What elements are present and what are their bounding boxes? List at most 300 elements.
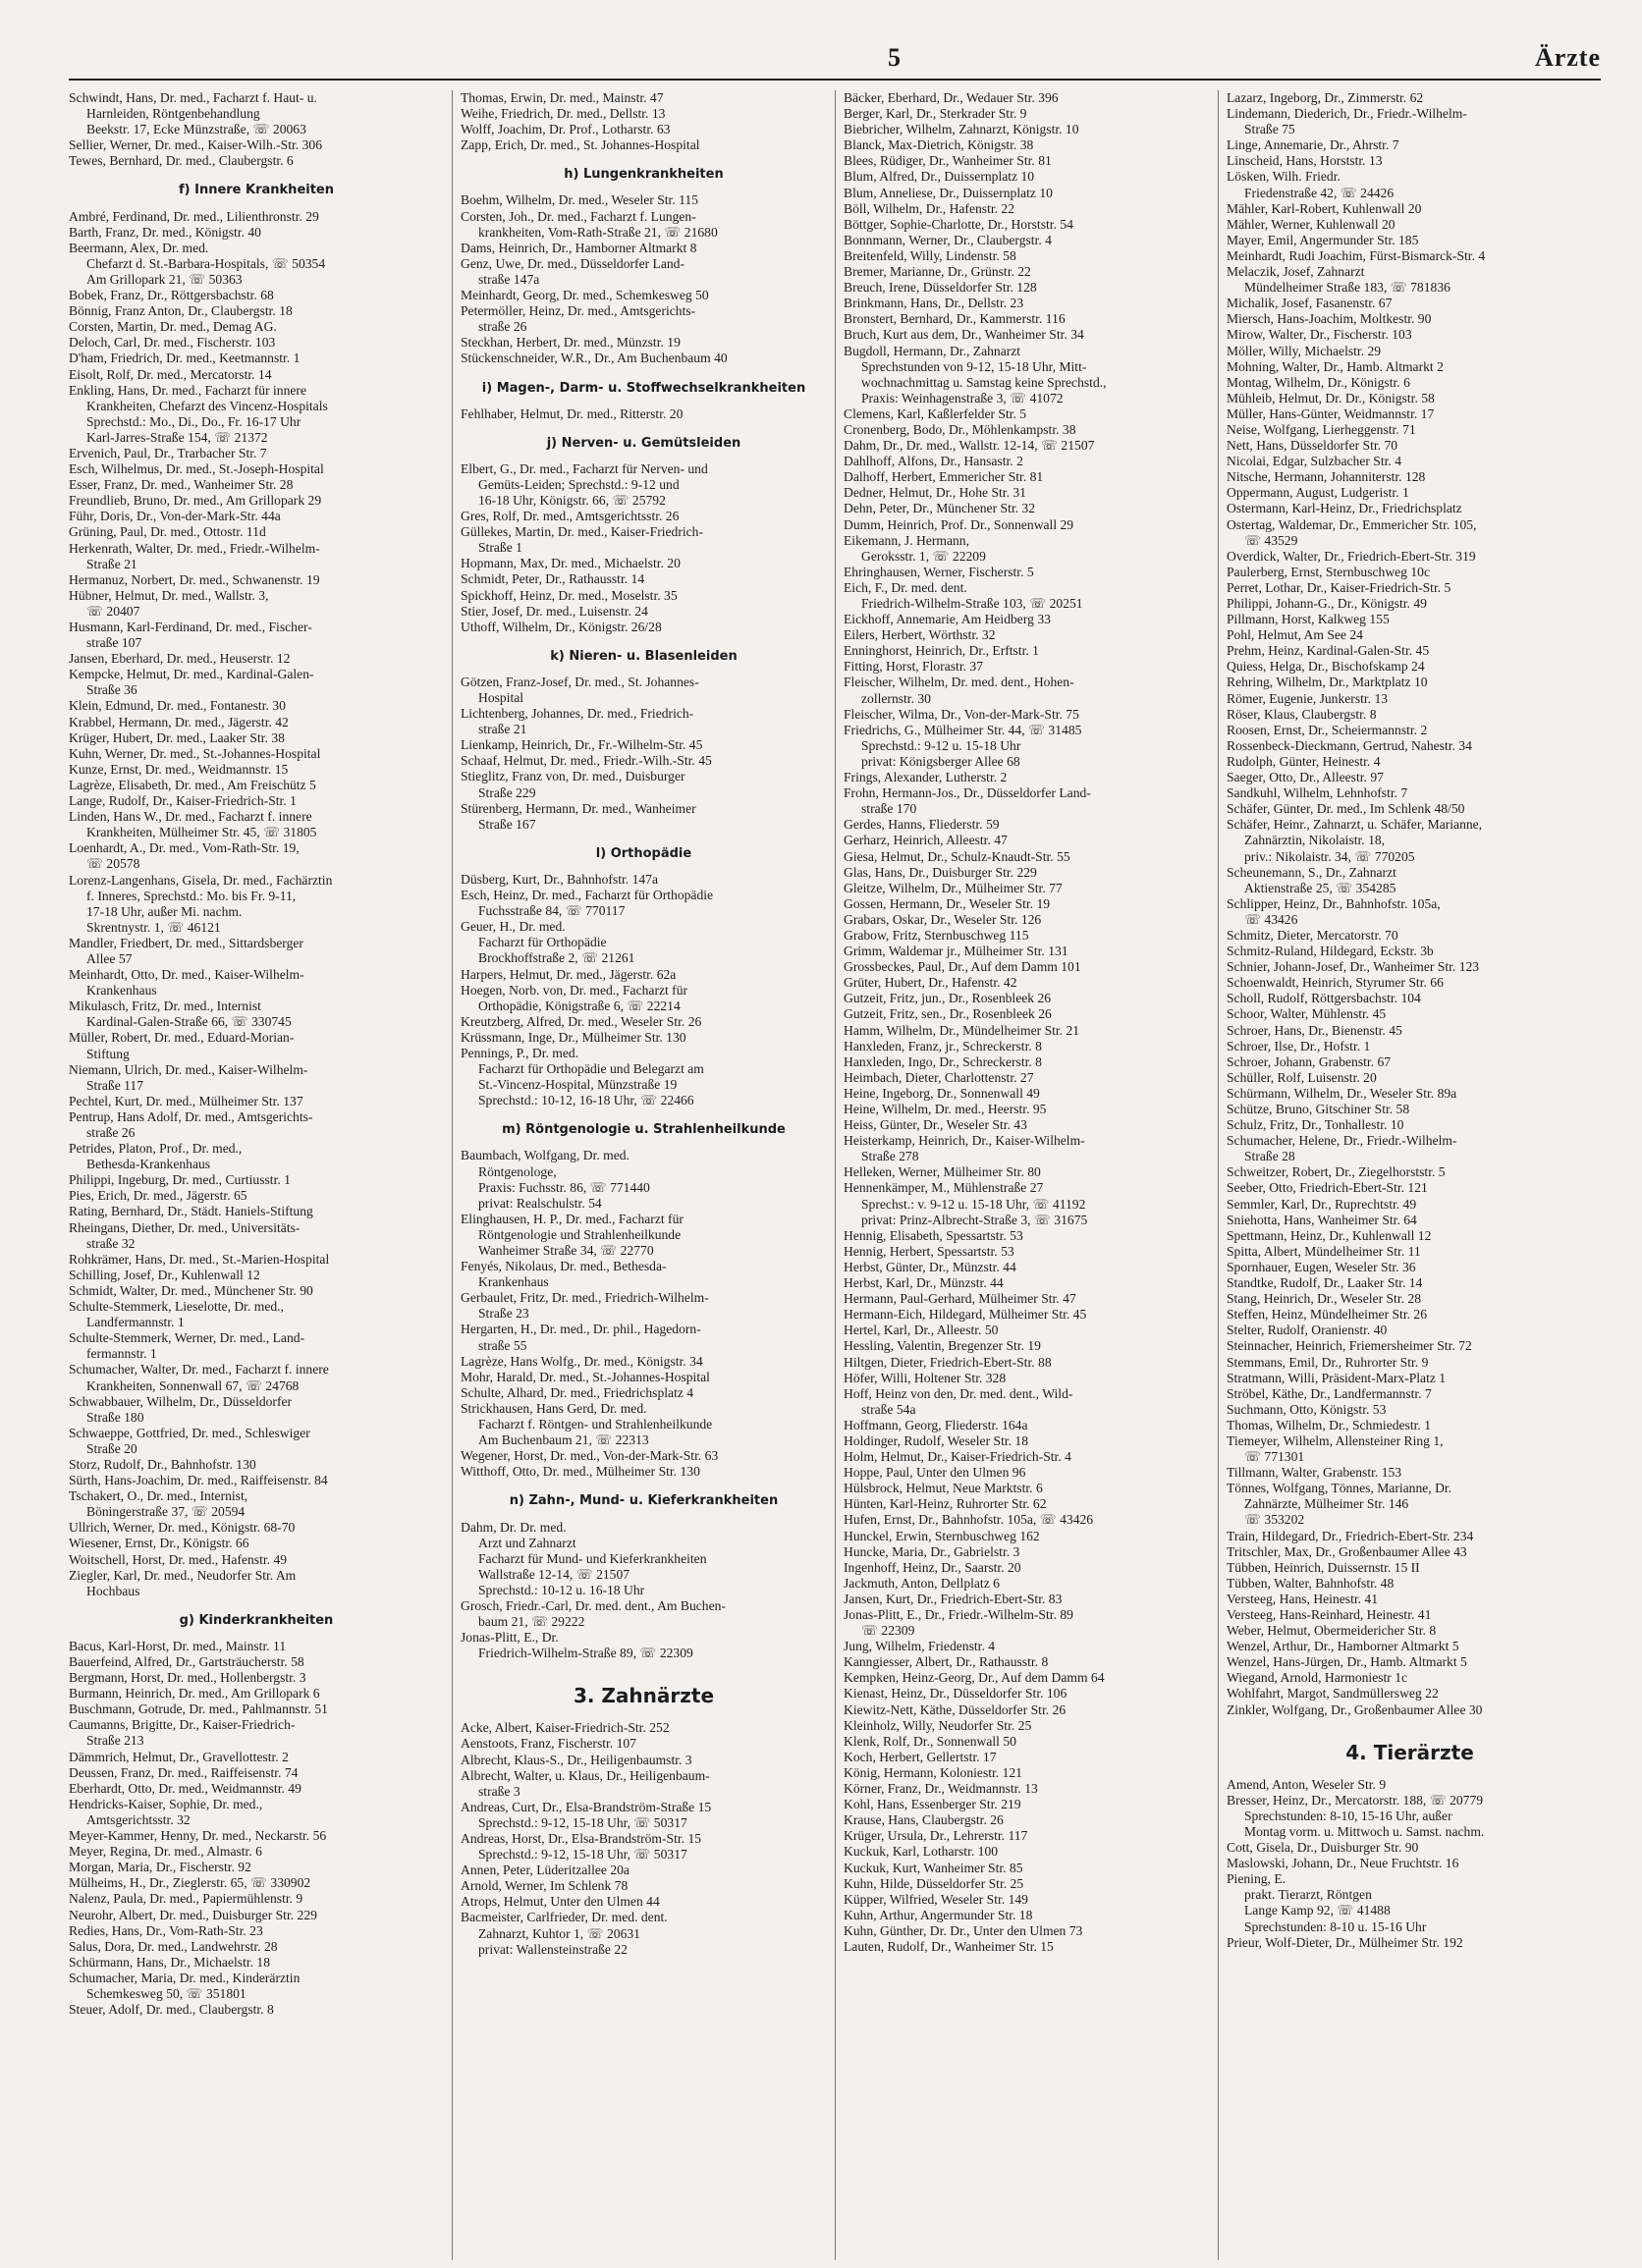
- entry-line: Hennig, Herbert, Spessartstr. 53: [844, 1243, 1014, 1259]
- entry-line: Blum, Anneliese, Dr., Duissernplatz 10: [844, 185, 1053, 200]
- entry-line: Linge, Annemarie, Dr., Ahrstr. 7: [1227, 137, 1399, 153]
- entry-line: Ostertag, Waldemar, Dr., Emmericher Str. 105,: [1227, 516, 1477, 532]
- section-heading: m) Röntgenologie u. Strahlenheilkunde: [502, 1122, 786, 1138]
- entry-continuation: straße 54a: [861, 1401, 916, 1417]
- entry-continuation: Friedenstraße 42, ☏ 24426: [1244, 185, 1395, 200]
- entry-continuation: Straße 1: [478, 540, 522, 556]
- entry-continuation: Sprechstunden: 8-10 u. 15-16 Uhr: [1244, 1918, 1427, 1934]
- entry-continuation: krankheiten, Vom-Rath-Straße 21, ☏ 21680: [478, 224, 718, 240]
- entry-line: Mandler, Friedbert, Dr. med., Sittardsberger: [69, 935, 303, 950]
- entry-line: Tönnes, Wolfgang, Tönnes, Marianne, Dr.: [1227, 1481, 1452, 1496]
- entry-line: Gerharz, Heinrich, Alleestr. 47: [844, 833, 1008, 848]
- entry-line: Hennenkämper, M., Mühlenstraße 27: [844, 1180, 1044, 1196]
- entry-line: Eisolt, Rolf, Dr. med., Mercatorstr. 14: [69, 366, 272, 382]
- entry-continuation: Röntgenologie und Strahlenheilkunde: [478, 1226, 682, 1242]
- entry-line: Güllekes, Martin, Dr. med., Kaiser-Friedrich-: [461, 524, 703, 540]
- entry-line: Schumacher, Maria, Dr. med., Kinderärztin: [69, 1970, 301, 1985]
- entry-line: Lagrèze, Elisabeth, Dr. med., Am Freischütz 5: [69, 777, 316, 792]
- entry-line: Fenyés, Nikolaus, Dr. med., Bethesda-: [461, 1259, 667, 1274]
- entry-line: Huncke, Maria, Dr., Gabrielstr. 3: [844, 1543, 1020, 1559]
- entry-line: Schmidt, Walter, Dr. med., Münchener Str. 90: [69, 1282, 313, 1298]
- entry-continuation: baum 21, ☏ 29222: [478, 1614, 585, 1630]
- entry-line: Enninghorst, Heinrich, Dr., Erftstr. 1: [844, 643, 1039, 659]
- entry-line: Lauten, Rudolf, Dr., Wanheimer Str. 15: [844, 1938, 1054, 1954]
- entry-continuation: Gemüts-Leiden; Sprechstd.: 9-12 und: [478, 476, 680, 492]
- entry-line: Heiss, Günter, Dr., Weseler Str. 43: [844, 1117, 1027, 1133]
- entry-continuation: Straße 117: [86, 1077, 144, 1093]
- entry-continuation: Friedrich-Wilhelm-Straße 103, ☏ 20251: [861, 596, 1083, 611]
- entry-line: Quiess, Helga, Dr., Bischofskamp 24: [1227, 659, 1425, 675]
- entry-line: Hoegen, Norb. von, Dr. med., Facharzt für: [461, 982, 688, 998]
- entry-line: Pohl, Helmut, Am See 24: [1227, 627, 1363, 643]
- entry-line: Schaaf, Helmut, Dr. med., Friedr.-Wilh.-Str. 45: [461, 753, 712, 769]
- entry-line: Dahm, Dr., Dr. med., Wallstr. 12-14, ☏ 21507: [844, 438, 1095, 454]
- entry-continuation: Straße 229: [478, 784, 536, 800]
- entry-line: Hermann-Eich, Hildegard, Mülheimer Str. 45: [844, 1307, 1087, 1323]
- entry-line: Tübben, Walter, Bahnhofstr. 48: [1227, 1575, 1395, 1591]
- entry-line: Freundlieb, Bruno, Dr. med., Am Grillopark 29: [69, 493, 322, 509]
- entry-line: Prehm, Heinz, Kardinal-Galen-Str. 45: [1227, 643, 1430, 659]
- entry-line: Schroer, Ilse, Dr., Hofstr. 1: [1227, 1038, 1371, 1053]
- entry-continuation: Krankheiten, Mülheimer Str. 45, ☏ 31805: [86, 825, 317, 840]
- entry-continuation: ☏ 353202: [1244, 1512, 1305, 1528]
- section-heading: l) Orthopädie: [595, 845, 692, 861]
- entry-continuation: prakt. Tierarzt, Röntgen: [1244, 1887, 1372, 1903]
- entry-line: Mikulasch, Fritz, Dr. med., Internist: [69, 999, 261, 1014]
- entry-line: Schulte-Stemmerk, Lieselotte, Dr. med.,: [69, 1299, 284, 1315]
- entry-continuation: Facharzt für Mund- und Kieferkrankheiten: [478, 1550, 707, 1566]
- entry-continuation: ☏ 43529: [1244, 532, 1298, 548]
- entry-line: Tillmann, Walter, Grabenstr. 153: [1227, 1465, 1402, 1481]
- entry-line: Jansen, Kurt, Dr., Friedrich-Ebert-Str. 83: [844, 1591, 1063, 1606]
- entry-line: Fleischer, Wilhelm, Dr. med. dent., Hohen-: [844, 675, 1074, 690]
- entry-continuation: Sprechstd.: 10-12, 16-18 Uhr, ☏ 22466: [478, 1093, 694, 1108]
- entry-continuation: Schemkesweg 50, ☏ 351801: [86, 1985, 246, 2001]
- entry-line: Schroer, Hans, Dr., Bienenstr. 45: [1227, 1022, 1402, 1038]
- entry-line: D'ham, Friedrich, Dr. med., Keetmannstr. 1: [69, 351, 301, 366]
- entry-line: Dalhoff, Herbert, Emmericher Str. 81: [844, 469, 1044, 485]
- entry-continuation: Zahnarzt, Kuhtor 1, ☏ 20631: [478, 1925, 640, 1941]
- entry-line: Götzen, Franz-Josef, Dr. med., St. Johannes-: [461, 674, 699, 689]
- entry-line: Elbert, G., Dr. med., Facharzt für Nerven- und: [461, 460, 708, 476]
- entry-line: Seeber, Otto, Friedrich-Ebert-Str. 121: [1227, 1180, 1428, 1196]
- entry-line: Krüssmann, Inge, Dr., Mülheimer Str. 130: [461, 1029, 686, 1045]
- entry-line: Dämmrich, Helmut, Dr., Gravellottestr. 2: [69, 1749, 289, 1764]
- entry-line: Müller, Robert, Dr. med., Eduard-Morian-: [69, 1030, 295, 1046]
- entry-continuation: f. Inneres, Sprechstd.: Mo. bis Fr. 9-11,: [86, 888, 297, 903]
- entry-line: Boehm, Wilhelm, Dr. med., Weseler Str. 115: [461, 192, 699, 208]
- entry-continuation: Straße 23: [478, 1306, 529, 1322]
- entry-line: Cott, Gisela, Dr., Duisburger Str. 90: [1227, 1840, 1419, 1856]
- entry-line: Weber, Helmut, Obermeidericher Str. 8: [1227, 1623, 1437, 1639]
- entry-continuation: Montag vorm. u. Mittwoch u. Samst. nachm.: [1244, 1823, 1485, 1839]
- entry-line: Weihe, Friedrich, Dr. med., Dellstr. 13: [461, 106, 666, 122]
- entry-line: Mayer, Emil, Angermunder Str. 185: [1227, 232, 1419, 247]
- entry-continuation: Praxis: Weinhagenstraße 3, ☏ 41072: [861, 390, 1064, 405]
- entry-line: Neurohr, Albert, Dr. med., Duisburger Str. 229: [69, 1907, 317, 1922]
- entry-line: Train, Hildegard, Dr., Friedrich-Ebert-Str. 234: [1227, 1528, 1474, 1543]
- entry-line: Mülheims, H., Dr., Zieglerstr. 65, ☏ 330902: [69, 1875, 311, 1891]
- entry-line: Jonas-Plitt, E., Dr.: [461, 1630, 559, 1646]
- entry-line: Müller, Hans-Günter, Weidmannstr. 17: [1227, 405, 1435, 421]
- entry-line: Strickhausen, Hans Gerd, Dr. med.: [461, 1400, 647, 1416]
- entry-line: Krüger, Hubert, Dr. med., Laaker Str. 38: [69, 729, 285, 745]
- entry-continuation: Hospital: [478, 690, 524, 705]
- entry-line: Breitenfeld, Willy, Lindenstr. 58: [844, 247, 1016, 263]
- entry-line: Wegener, Horst, Dr. med., Von-der-Mark-Str. 63: [461, 1448, 719, 1464]
- entry-line: Aenstoots, Franz, Fischerstr. 107: [461, 1736, 636, 1752]
- entry-continuation: priv.: Nikolaistr. 34, ☏ 770205: [1244, 848, 1415, 864]
- entry-line: Stückenschneider, W.R., Dr., Am Buchenbaum 40: [461, 351, 728, 366]
- entry-line: Schulte, Alhard, Dr. med., Friedrichsplatz 4: [461, 1384, 694, 1400]
- entry-line: Meyer-Kammer, Henny, Dr. med., Neckarstr. 56: [69, 1828, 327, 1844]
- page-number: 5: [888, 43, 901, 72]
- entry-line: Herbst, Karl, Dr., Münzstr. 44: [844, 1275, 1004, 1291]
- entry-continuation: Orthopädie, Königstraße 6, ☏ 22214: [478, 998, 681, 1013]
- entry-continuation: Straße 21: [86, 556, 137, 571]
- entry-line: Stürenberg, Hermann, Dr. med., Wanheimer: [461, 800, 696, 816]
- entry-line: Wiegand, Arnold, Harmoniestr 1c: [1227, 1670, 1408, 1686]
- entry-continuation: Krankheiten, Chefarzt des Vincenz-Hospitals: [86, 398, 328, 413]
- entry-line: Roosen, Ernst, Dr., Scheiermannstr. 2: [1227, 722, 1428, 737]
- entry-line: Ehringhausen, Werner, Fischerstr. 5: [844, 564, 1034, 579]
- entry-line: Lange, Rudolf, Dr., Kaiser-Friedrich-Str. 1: [69, 793, 297, 809]
- entry-line: Steffen, Heinz, Mündelheimer Str. 26: [1227, 1307, 1427, 1323]
- entry-continuation: Karl-Jarres-Straße 154, ☏ 21372: [86, 429, 268, 445]
- entry-line: Enkling, Hans, Dr. med., Facharzt für innere: [69, 382, 306, 398]
- entry-line: Mirow, Walter, Dr., Fischerstr. 103: [1227, 327, 1412, 343]
- entry-line: Dahm, Dr. Dr. med.: [461, 1519, 567, 1535]
- entry-line: Corsten, Joh., Dr. med., Facharzt f. Lungen-: [461, 208, 696, 224]
- entry-line: Hufen, Ernst, Dr., Bahnhofstr. 105a, ☏ 43426: [844, 1512, 1094, 1528]
- entry-line: Witthoff, Otto, Dr. med., Mülheimer Str. 130: [461, 1464, 700, 1480]
- entry-line: Schwindt, Hans, Dr. med., Facharzt f. Haut- u.: [69, 90, 317, 105]
- entry-line: Schwabbauer, Wilhelm, Dr., Düsseldorfer: [69, 1393, 293, 1409]
- entry-line: Spickhoff, Heinz, Dr. med., Moselstr. 35: [461, 587, 678, 603]
- entry-line: Philippi, Johann-G., Dr., Königstr. 49: [1227, 596, 1427, 611]
- entry-line: Klein, Edmund, Dr. med., Fontanestr. 30: [69, 698, 286, 714]
- entry-line: Kanngiesser, Albert, Dr., Rathausstr. 8: [844, 1654, 1049, 1670]
- entry-line: Heine, Wilhelm, Dr. med., Heerstr. 95: [844, 1102, 1047, 1116]
- entry-line: Grossbeckes, Paul, Dr., Auf dem Damm 101: [844, 959, 1081, 975]
- entry-line: Wohlfahrt, Margot, Sandmüllersweg 22: [1227, 1686, 1439, 1701]
- entry-line: Montag, Wilhelm, Dr., Königstr. 6: [1227, 374, 1410, 390]
- entry-line: Lienkamp, Heinrich, Dr., Fr.-Wilhelm-Str. 45: [461, 737, 703, 753]
- entry-line: Bacus, Karl-Horst, Dr. med., Mainstr. 11: [69, 1638, 287, 1653]
- entry-line: Genz, Uwe, Dr. med., Düsseldorfer Land-: [461, 255, 685, 271]
- entry-continuation: Bethesda-Krankenhaus: [86, 1157, 211, 1172]
- entry-line: Blees, Rüdiger, Dr., Wanheimer Str. 81: [844, 153, 1052, 169]
- entry-line: Jansen, Eberhard, Dr. med., Heuserstr. 12: [69, 651, 291, 667]
- entry-continuation: straße 55: [478, 1337, 527, 1353]
- entry-line: Stier, Josef, Dr. med., Luisenstr. 24: [461, 603, 648, 619]
- entry-line: Fehlhaber, Helmut, Dr. med., Ritterstr. 20: [461, 405, 684, 421]
- entry-line: Krause, Hans, Claubergstr. 26: [844, 1812, 1004, 1828]
- entry-continuation: straße 107: [86, 635, 142, 651]
- entry-line: Schilling, Josef, Dr., Kuhlenwall 12: [69, 1267, 260, 1282]
- entry-line: Hiltgen, Dieter, Friedrich-Ebert-Str. 88: [844, 1354, 1052, 1370]
- entry-line: Glas, Hans, Dr., Duisburger Str. 229: [844, 864, 1037, 880]
- entry-line: Ströbel, Käthe, Dr., Landfermannstr. 7: [1227, 1385, 1432, 1401]
- entry-continuation: Straße 36: [86, 682, 137, 698]
- entry-line: Lichtenberg, Johannes, Dr. med., Friedrich-: [461, 706, 694, 722]
- section-heading: h) Lungenkrankheiten: [564, 167, 724, 183]
- entry-line: Bruch, Kurt aus dem, Dr., Wanheimer Str. 34: [844, 327, 1084, 343]
- entry-line: Friedrichs, G., Mülheimer Str. 44, ☏ 31485: [844, 722, 1082, 737]
- entry-line: Deloch, Carl, Dr. med., Fischerstr. 103: [69, 335, 276, 351]
- entry-line: Storz, Rudolf, Dr., Bahnhofstr. 130: [69, 1456, 256, 1472]
- entry-continuation: Allee 57: [86, 950, 133, 966]
- entry-line: Rheingans, Diether, Dr. med., Universitäts-: [69, 1219, 301, 1235]
- entry-line: Tübben, Heinrich, Duissernstr. 15 II: [1227, 1559, 1420, 1575]
- entry-line: Grabow, Fritz, Sternbuschweg 115: [844, 927, 1029, 943]
- entry-line: Tewes, Bernhard, Dr. med., Claubergstr. 6: [69, 153, 294, 169]
- entry-line: Mähler, Werner, Kuhlenwall 20: [1227, 216, 1396, 232]
- entry-line: Schoenwaldt, Heinrich, Styrumer Str. 66: [1227, 975, 1444, 991]
- entry-line: Hanxleden, Ingo, Dr., Schreckerstr. 8: [844, 1053, 1042, 1069]
- page-header: [69, 39, 1601, 81]
- chapter-heading: 3. Zahnärzte: [573, 1684, 715, 1708]
- entry-line: Eberhardt, Otto, Dr. med., Weidmannstr. 49: [69, 1780, 301, 1796]
- entry-continuation: straße 147a: [478, 271, 540, 287]
- entry-line: Philippi, Ingeburg, Dr. med., Curtiusstr. 1: [69, 1172, 291, 1188]
- entry-continuation: Brockhoffstraße 2, ☏ 21261: [478, 950, 635, 966]
- entry-line: Schumacher, Helene, Dr., Friedr.-Wilhelm-: [1227, 1133, 1457, 1149]
- entry-line: Michalik, Josef, Fasanenstr. 67: [1227, 296, 1393, 311]
- entry-line: Küpper, Wilfried, Weseler Str. 149: [844, 1891, 1028, 1907]
- entry-line: Hoppe, Paul, Unter den Ulmen 96: [844, 1465, 1026, 1481]
- column-2: [452, 90, 835, 2260]
- entry-line: Hübner, Helmut, Dr. med., Wallstr. 3,: [69, 587, 269, 603]
- entry-continuation: Am Buchenbaum 21, ☏ 22313: [478, 1432, 649, 1448]
- entry-line: Ziegler, Karl, Dr. med., Neudorfer Str. Am: [69, 1567, 297, 1583]
- entry-line: Kienast, Heinz, Dr., Düsseldorfer Str. 106: [844, 1686, 1067, 1701]
- chapter-heading: 4. Tierärzte: [1345, 1740, 1474, 1764]
- entry-line: Petermöller, Heinz, Dr. med., Amtsgerichts-: [461, 303, 696, 319]
- entry-continuation: Krankenhaus: [86, 983, 157, 999]
- entry-continuation: Kardinal-Galen-Straße 66, ☏ 330745: [86, 1014, 292, 1030]
- entry-line: Esser, Franz, Dr. med., Wanheimer Str. 28: [69, 477, 294, 493]
- entry-line: Nicolai, Edgar, Sulzbacher Str. 4: [1227, 454, 1402, 469]
- entry-continuation: Lange Kamp 92, ☏ 41488: [1244, 1903, 1391, 1918]
- section-heading: j) Nerven- u. Gemütsleiden: [546, 435, 741, 451]
- entry-continuation: Praxis: Fuchsstr. 86, ☏ 771440: [478, 1179, 650, 1195]
- section-heading: f) Innere Krankheiten: [178, 183, 334, 198]
- entry-line: Ervenich, Paul, Dr., Trarbacher Str. 7: [69, 445, 267, 460]
- entry-line: Grabars, Oskar, Dr., Weseler Str. 126: [844, 911, 1042, 927]
- entry-line: Salus, Dora, Dr. med., Landwehrstr. 28: [69, 1938, 278, 1954]
- entry-continuation: privat: Königsberger Allee 68: [861, 753, 1020, 769]
- entry-line: Harpers, Helmut, Dr. med., Jägerstr. 62a: [461, 966, 677, 982]
- entry-line: Römer, Eugenie, Junkerstr. 13: [1227, 690, 1389, 706]
- entry-line: Gutzeit, Fritz, sen., Dr., Rosenbleek 26: [844, 1006, 1052, 1022]
- entry-line: Schlipper, Heinz, Dr., Bahnhofstr. 105a,: [1227, 895, 1441, 911]
- entry-line: Blanck, Max-Dietrich, Königstr. 38: [844, 137, 1034, 153]
- entry-continuation: Beekstr. 17, Ecke Münzstraße, ☏ 20063: [86, 122, 306, 137]
- entry-line: Grosch, Friedr.-Carl, Dr. med. dent., Am Buchen-: [461, 1597, 726, 1613]
- entry-line: Mohning, Walter, Dr., Hamb. Altmarkt 2: [1227, 358, 1444, 374]
- entry-line: Biebricher, Wilhelm, Zahnarzt, Königstr. 10: [844, 122, 1079, 137]
- entry-line: Spitta, Albert, Mündelheimer Str. 11: [1227, 1243, 1421, 1259]
- entry-line: Grimm, Waldemar jr., Mülheimer Str. 131: [844, 944, 1068, 959]
- entry-continuation: Sprechstd.: 9-12, 15-18 Uhr, ☏ 50317: [478, 1847, 687, 1863]
- entry-continuation: zollernstr. 30: [861, 690, 931, 706]
- entry-line: Redies, Hans, Dr., Vom-Rath-Str. 23: [69, 1922, 263, 1938]
- directory-columns: [69, 90, 1601, 2260]
- entry-line: Hertel, Karl, Dr., Alleestr. 50: [844, 1323, 999, 1338]
- entry-line: Kunze, Ernst, Dr. med., Weidmannstr. 15: [69, 761, 289, 777]
- entry-line: Klenk, Rolf, Dr., Sonnenwall 50: [844, 1733, 1016, 1749]
- column-2-lines: [461, 90, 827, 1958]
- entry-line: Dedner, Helmut, Dr., Hohe Str. 31: [844, 485, 1026, 501]
- entry-line: Breuch, Irene, Düsseldorfer Str. 128: [844, 280, 1037, 296]
- entry-line: Scholl, Rudolf, Röttgersbachstr. 104: [1227, 991, 1421, 1006]
- entry-line: Schumacher, Walter, Dr. med., Facharzt f. innere: [69, 1362, 329, 1377]
- entry-continuation: straße 32: [86, 1235, 136, 1251]
- entry-line: Hamm, Wilhelm, Dr., Mündelheimer Str. 21: [844, 1022, 1080, 1038]
- entry-line: Holdinger, Rudolf, Weseler Str. 18: [844, 1432, 1029, 1448]
- entry-line: Sellier, Werner, Dr. med., Kaiser-Wilh.-Str. 306: [69, 137, 322, 153]
- entry-line: Böttger, Sophie-Charlotte, Dr., Horststr. 54: [844, 216, 1073, 232]
- entry-line: Krabbel, Hermann, Dr. med., Jägerstr. 42: [69, 714, 289, 729]
- section-title: Ärzte: [1534, 43, 1601, 72]
- entry-line: Röser, Klaus, Claubergstr. 8: [1227, 706, 1377, 722]
- entry-line: Bobek, Franz, Dr., Röttgersbachstr. 68: [69, 288, 274, 303]
- entry-line: Hülsbrock, Helmut, Neue Marktstr. 6: [844, 1481, 1043, 1496]
- entry-line: Steinnacher, Heinrich, Friemersheimer Str. 72: [1227, 1338, 1472, 1354]
- entry-line: Lindemann, Diederich, Dr., Friedr.-Wilhelm-: [1227, 106, 1467, 122]
- entry-continuation: fermannstr. 1: [86, 1346, 157, 1362]
- entry-line: Ullrich, Werner, Dr. med., Königstr. 68-70: [69, 1520, 296, 1536]
- entry-line: Buschmann, Gotrude, Dr. med., Pahlmannstr. 51: [69, 1701, 328, 1717]
- entry-line: Eickhoff, Annemarie, Am Heidberg 33: [844, 612, 1051, 627]
- entry-line: Schürmann, Wilhelm, Dr., Weseler Str. 89a: [1227, 1085, 1457, 1101]
- entry-continuation: Hochbaus: [86, 1583, 140, 1598]
- entry-line: Linscheid, Hans, Horststr. 13: [1227, 153, 1383, 169]
- entry-line: Wenzel, Arthur, Dr., Hamborner Altmarkt 5: [1227, 1639, 1459, 1654]
- entry-continuation: Straße 20: [86, 1440, 137, 1456]
- entry-continuation: Sprechstd.: Mo., Di., Do., Fr. 16-17 Uhr: [86, 413, 301, 429]
- entry-line: Kreutzberg, Alfred, Dr. med., Weseler Str. 26: [461, 1013, 702, 1029]
- entry-line: Hergarten, H., Dr. med., Dr. phil., Hagedorn-: [461, 1322, 701, 1337]
- entry-continuation: Krankenhaus: [478, 1274, 549, 1290]
- entry-line: Eilers, Herbert, Wörthstr. 32: [844, 627, 996, 643]
- entry-line: Woitschell, Horst, Dr. med., Hafenstr. 49: [69, 1551, 288, 1567]
- entry-line: Jonas-Plitt, E., Dr., Friedr.-Wilhelm-Str. 89: [844, 1607, 1073, 1622]
- entry-line: Schweitzer, Robert, Dr., Ziegelhorststr. 5: [1227, 1164, 1446, 1180]
- section-heading: g) Kinderkrankheiten: [179, 1612, 334, 1628]
- entry-line: Suchmann, Otto, Königstr. 53: [1227, 1401, 1387, 1417]
- entry-line: Bäcker, Eberhard, Dr., Wedauer Str. 396: [844, 90, 1059, 105]
- entry-line: Heine, Ingeborg, Dr., Sonnenwall 49: [844, 1085, 1040, 1101]
- entry-line: Meinhardt, Otto, Dr. med., Kaiser-Wilhelm-: [69, 967, 304, 983]
- entry-line: Kohl, Hans, Essenberger Str. 219: [844, 1797, 1021, 1812]
- entry-line: Rehring, Wilhelm, Dr., Marktplatz 10: [1227, 675, 1428, 690]
- entry-line: Heimbach, Dieter, Charlottenstr. 27: [844, 1069, 1034, 1085]
- entry-line: Bronstert, Bernhard, Dr., Kammerstr. 116: [844, 311, 1066, 327]
- entry-continuation: 17-18 Uhr, außer Mi. nachm.: [86, 903, 243, 919]
- entry-continuation: Harnleiden, Röntgenbehandlung: [86, 106, 260, 122]
- entry-line: Eich, F., Dr. med. dent.: [844, 579, 967, 595]
- entry-line: Steuer, Adolf, Dr. med., Claubergstr. 8: [69, 2002, 274, 2018]
- entry-line: Dahlhoff, Alfons, Dr., Hansastr. 2: [844, 454, 1023, 469]
- entry-line: Caumanns, Brigitte, Dr., Kaiser-Friedrich-: [69, 1717, 296, 1733]
- entry-continuation: Straße 180: [86, 1409, 144, 1425]
- entry-line: Herbst, Günter, Dr., Münzstr. 44: [844, 1259, 1016, 1274]
- entry-continuation: Arzt und Zahnarzt: [478, 1535, 576, 1550]
- entry-line: Meyer, Regina, Dr. med., Almastr. 6: [69, 1844, 262, 1860]
- entry-continuation: Wanheimer Straße 34, ☏ 22770: [478, 1243, 654, 1258]
- entry-continuation: straße 3: [478, 1783, 520, 1799]
- entry-line: Amend, Anton, Weseler Str. 9: [1227, 1776, 1387, 1792]
- entry-line: Tschakert, O., Dr. med., Internist,: [69, 1488, 248, 1504]
- column-4: [1218, 90, 1601, 2260]
- entry-line: Petrides, Platon, Prof., Dr. med.,: [69, 1141, 243, 1157]
- entry-continuation: Straße 167: [478, 816, 536, 832]
- entry-continuation: St.-Vincenz-Hospital, Münzstraße 19: [478, 1077, 678, 1093]
- entry-continuation: Straße 75: [1244, 122, 1295, 137]
- column-3: [835, 90, 1218, 2260]
- entry-continuation: ☏ 22309: [861, 1623, 915, 1639]
- entry-line: Neise, Wolfgang, Lierheggenstr. 71: [1227, 421, 1416, 437]
- entry-line: Führ, Doris, Dr., Von-der-Mark-Str. 44a: [69, 509, 281, 524]
- section-heading: k) Nieren- u. Blasenleiden: [550, 648, 738, 664]
- entry-line: Schäfer, Heinr., Zahnarzt, u. Schäfer, Marianne,: [1227, 817, 1483, 833]
- entry-line: Fitting, Horst, Florastr. 37: [844, 659, 983, 675]
- entry-line: Pechtel, Kurt, Dr. med., Mülheimer Str. 137: [69, 1093, 303, 1108]
- entry-line: Gerbaulet, Fritz, Dr. med., Friedrich-Wilhelm-: [461, 1290, 709, 1306]
- entry-line: Körner, Franz, Dr., Weidmannstr. 13: [844, 1781, 1038, 1797]
- entry-continuation: privat: Wallensteinstraße 22: [478, 1941, 628, 1957]
- entry-line: Jung, Wilhelm, Friedenstr. 4: [844, 1639, 996, 1654]
- entry-continuation: Wallstraße 12-14, ☏ 21507: [478, 1566, 630, 1582]
- entry-continuation: Zahnärztin, Nikolaistr. 18,: [1244, 833, 1386, 848]
- entry-line: Herkenrath, Walter, Dr. med., Friedr.-Wilhelm-: [69, 540, 320, 556]
- entry-line: Kuckuk, Kurt, Wanheimer Str. 85: [844, 1860, 1023, 1875]
- entry-line: Maslowski, Johann, Dr., Neue Fruchtstr. 16: [1227, 1856, 1459, 1871]
- entry-line: Scheunemann, S., Dr., Zahnarzt: [1227, 864, 1396, 880]
- entry-line: Pillmann, Horst, Kalkweg 155: [1227, 612, 1390, 627]
- entry-line: Perret, Lothar, Dr., Kaiser-Friedrich-Str. 5: [1227, 579, 1451, 595]
- entry-continuation: straße 26: [86, 1125, 136, 1140]
- entry-line: Esch, Wilhelmus, Dr. med., St.-Joseph-Hospital: [69, 461, 324, 477]
- entry-line: Atrops, Helmut, Unter den Ulmen 44: [461, 1894, 660, 1910]
- entry-line: Burmann, Heinrich, Dr. med., Am Grillopark 6: [69, 1686, 320, 1701]
- entry-line: Kempken, Heinz-Georg, Dr., Auf dem Damm 64: [844, 1670, 1105, 1686]
- entry-continuation: Amtsgerichtsstr. 32: [86, 1811, 191, 1827]
- entry-line: Brinkmann, Hans, Dr., Dellstr. 23: [844, 296, 1024, 311]
- entry-line: Ostermann, Karl-Heinz, Dr., Friedrichsplatz: [1227, 501, 1462, 516]
- entry-line: Wiesener, Ernst, Dr., Königstr. 66: [69, 1536, 249, 1551]
- entry-line: Kuhn, Günther, Dr. Dr., Unter den Ulmen 73: [844, 1922, 1083, 1938]
- entry-line: Ingenhoff, Heinz, Dr., Saarstr. 20: [844, 1559, 1021, 1575]
- entry-line: Deussen, Franz, Dr. med., Raiffeisenstr. 74: [69, 1764, 299, 1780]
- entry-line: Bauerfeind, Alfred, Dr., Gartsträucherstr. 58: [69, 1654, 304, 1669]
- entry-line: Ambré, Ferdinand, Dr. med., Lilienthronstr. 29: [69, 208, 319, 224]
- entry-continuation: straße 21: [478, 722, 527, 737]
- entry-line: Eikemann, J. Hermann,: [844, 532, 969, 548]
- entry-line: Schmidt, Peter, Dr., Rathausstr. 14: [461, 571, 645, 587]
- entry-continuation: Facharzt für Orthopädie und Belegarzt am: [478, 1061, 704, 1077]
- entry-line: Frings, Alexander, Lutherstr. 2: [844, 770, 1008, 785]
- entry-line: Düsberg, Kurt, Dr., Bahnhofstr. 147a: [461, 871, 658, 887]
- entry-line: Schwaeppe, Gottfried, Dr. med., Schleswiger: [69, 1425, 310, 1440]
- entry-line: Schmitz, Dieter, Mercatorstr. 70: [1227, 927, 1398, 943]
- entry-continuation: 16-18 Uhr, Königstr. 66, ☏ 25792: [478, 492, 666, 508]
- entry-continuation: Röntgenologe,: [478, 1163, 557, 1179]
- entry-line: Zinkler, Wolfgang, Dr., Großenbaumer Allee 30: [1227, 1701, 1483, 1717]
- entry-line: Cronenberg, Bodo, Dr., Möhlenkampstr. 38: [844, 421, 1076, 437]
